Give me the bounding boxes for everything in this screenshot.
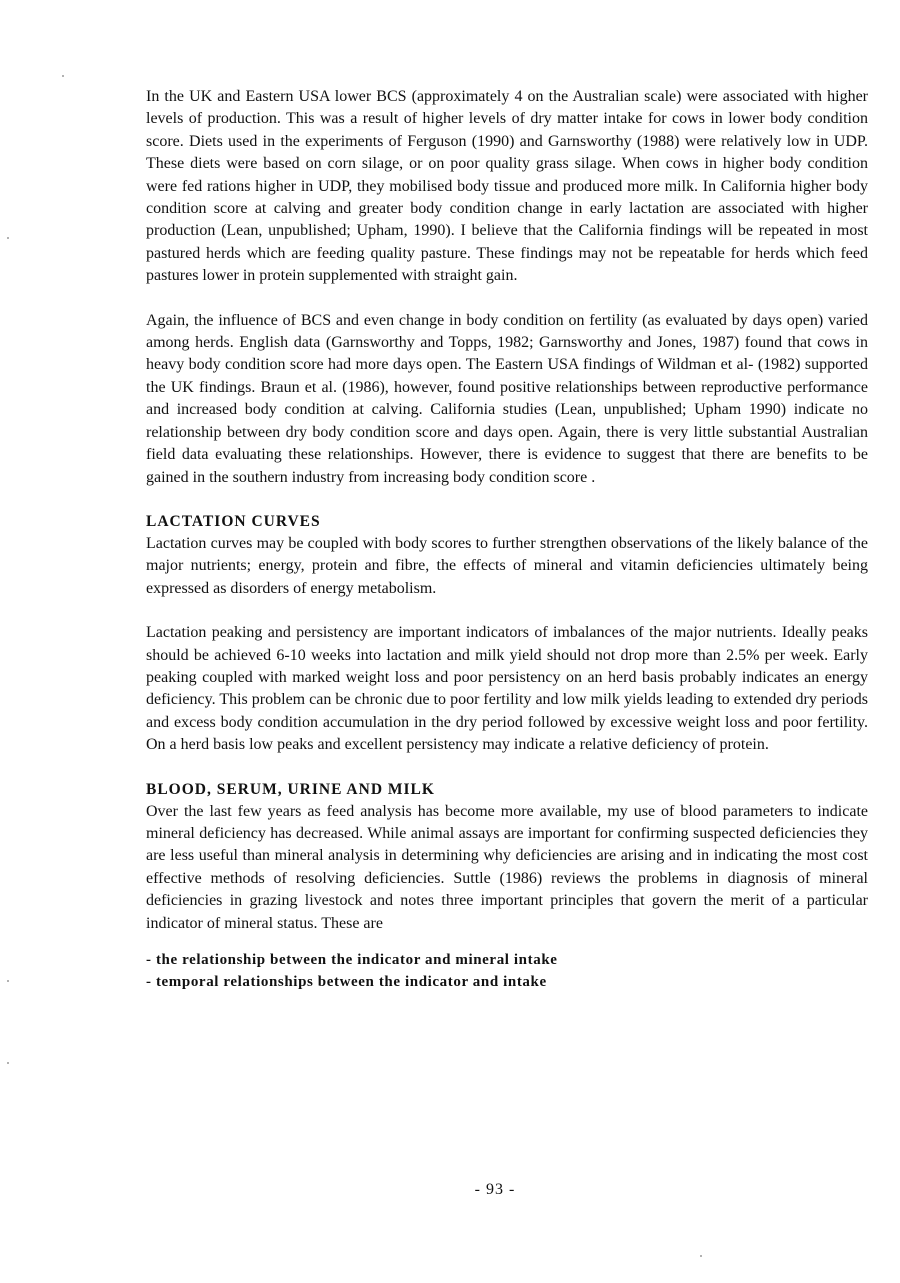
list-item: - the relationship between the indicator and mineral intake: [146, 952, 558, 968]
scan-speck: [7, 237, 9, 239]
paragraph-lactation-intro: Lactation curves may be coupled with body scores to further strengthen observations of the likely balance of the major nutrients; energy, protein and fibre, the effects of mineral and vitamin deficiencies ultimately being expressed as disorders of energy metabolism.: [146, 534, 868, 597]
page-number: - 93 -: [474, 1181, 516, 1198]
heading-blood-serum-urine-milk: BLOOD, SERUM, URINE AND MILK: [146, 780, 435, 798]
principles-list: [146, 949, 868, 993]
scan-speck: [62, 75, 64, 77]
paragraph-lactation-peaking: Lactation peaking and persistency are important indicators of imbalances of the major nutrients. Ideally peaks should be achieved 6-10 weeks into lactation and milk yield should not drop more than 2.5% per week. Early peaking coupled with marked weight loss and poor persistency on an herd basis probably indicates an energy deficiency. This problem can be chronic due to poor fertility and low milk yields leading to extended dry periods and excess body condition accumulation in the dry period followed by excessive weight loss and poor fertility. On a herd basis low peaks and excellent persistency may indicate a relative deficiency of protein.: [146, 624, 868, 754]
paragraph-blood-parameters: Over the last few years as feed analysis has become more available, my use of blood parameters to indicate mineral deficiency has decreased. While animal assays are important for confirming suspected deficiencies they are less useful than mineral analysis in determining why deficiencies are arising and in indicating the most cost effective methods of resolving deficiencies. Suttle (1986) reviews the problems in diagnosis of mineral deficiencies in grazing livestock and notes three important principles that govern the merit of a particular indicator of mineral status. These are: [146, 802, 868, 932]
scan-speck: [7, 980, 9, 982]
paragraph-bcs-production: In the UK and Eastern USA lower BCS (approximately 4 on the Australian scale) were associated with higher levels of production. This was a result of higher levels of dry matter intake for cows in lower body condition score. Diets used in the experiments of Ferguson (1990) and Garnsworthy (1988) were relatively low in UDP. These diets were based on corn silage, or on poor quality grass silage. When cows in higher body condition were fed rations higher in UDP, they mobilised body tissue and produced more milk. In California higher body condition score at calving and greater body condition change in early lactation are associated with higher production (Lean, unpublished; Upham, 1990). I believe that the California findings will be repeated in most pastured herds which are feeding quality pasture. These findings may not be repeatable for herds which feed pastures lower in protein supplemented with straight gain.: [146, 88, 868, 285]
scan-speck: [7, 1062, 9, 1064]
scan-speck: [700, 1255, 702, 1257]
list-item: - temporal relationships between the indicator and intake: [146, 974, 547, 990]
document-page: [146, 86, 868, 993]
paragraph-bcs-fertility: Again, the influence of BCS and even change in body condition on fertility (as evaluated by days open) varied among herds. English data (Garnsworthy and Topps, 1982; Garnsworthy and Jones, 1987) found that cows in heavy body condition score had more days open. The Eastern USA findings of Wildman et al- (1982) supported the UK findings. Braun et al. (1986), however, found positive relationships between reproductive performance and increased body condition at calving. California studies (Lean, unpublished; Upham 1990) indicate no relationship between dry body condition score and days open. Again, there is very little substantial Australian field data evaluating these relationships. However, there is evidence to suggest that there are benefits to be gained in the southern industry from increasing body condition score .: [146, 311, 868, 486]
heading-lactation-curves: LACTATION CURVES: [146, 512, 321, 530]
